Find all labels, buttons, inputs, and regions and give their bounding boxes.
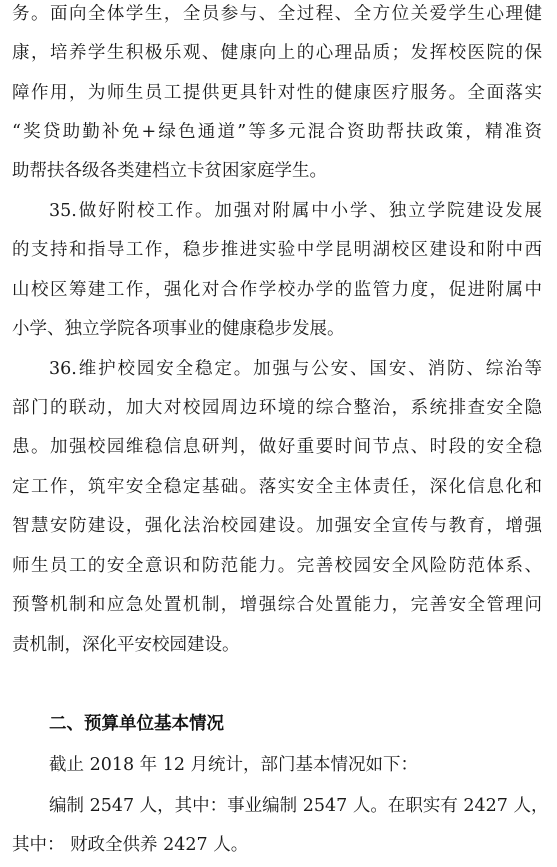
paragraph-line: 的支持和指导工作，稳步推进实验中学昆明湖校区建设和附中西 — [12, 240, 542, 260]
paragraph-line: 责机制，深化平安校园建设。 — [12, 635, 240, 655]
paragraph-line: 定工作，筑牢安全稳定基础。落实安全主体责任，深化信息化和 — [12, 477, 542, 497]
section-heading: 二、预算单位基本情况 — [49, 714, 224, 734]
section-body-line: 截止 2018 年 12 月统计，部门基本情况如下： — [49, 755, 419, 775]
paragraph-line: 师生员工的安全意识和防范能力。完善校园安全风险防范体系、 — [12, 556, 542, 576]
paragraph-line: 35.做好附校工作。加强对附属中小学、独立学院建设发展 — [49, 201, 542, 221]
paragraph-line: 小学、独立学院各项事业的健康稳步发展。 — [12, 319, 345, 339]
paragraph-line: 助帮扶各级各类建档立卡贫困家庭学生。 — [12, 161, 327, 181]
paragraph-line: 部门的联动，加大对校园周边环境的综合整治，系统排查安全隐 — [12, 398, 542, 418]
section-body-line: 编制 2547 人，其中：事业编制 2547 人。在职实有 2427 人， — [49, 796, 549, 816]
section-body-line: 其中： 财政全供养 2427 人。 — [12, 835, 249, 855]
paragraph-line: 36.维护校园安全稳定。加强与公安、国安、消防、综治等 — [49, 359, 542, 379]
paragraph-line: 务。面向全体学生，全员参与、全过程、全方位关爱学生心理健 — [12, 4, 542, 24]
paragraph-line: “奖贷助勤补免+绿色通道”等多元混合资助帮扶政策，精准资 — [12, 122, 542, 142]
paragraph-line: 山校区筹建工作，强化对合作学校办学的监管力度，促进附属中 — [12, 280, 542, 300]
paragraph-line: 障作用，为师生员工提供更具针对性的健康医疗服务。全面落实 — [12, 83, 542, 103]
paragraph-line: 患。加强校园维稳信息研判，做好重要时间节点、时段的安全稳 — [12, 437, 542, 457]
paragraph-line: 康，培养学生积极乐观、健康向上的心理品质；发挥校医院的保 — [12, 43, 542, 63]
paragraph-line: 智慧安防建设，强化法治校园建设。加强安全宣传与教育，增强 — [12, 516, 542, 536]
paragraph-line: 预警机制和应急处置机制，增强综合处置能力，完善安全管理问 — [12, 595, 542, 615]
